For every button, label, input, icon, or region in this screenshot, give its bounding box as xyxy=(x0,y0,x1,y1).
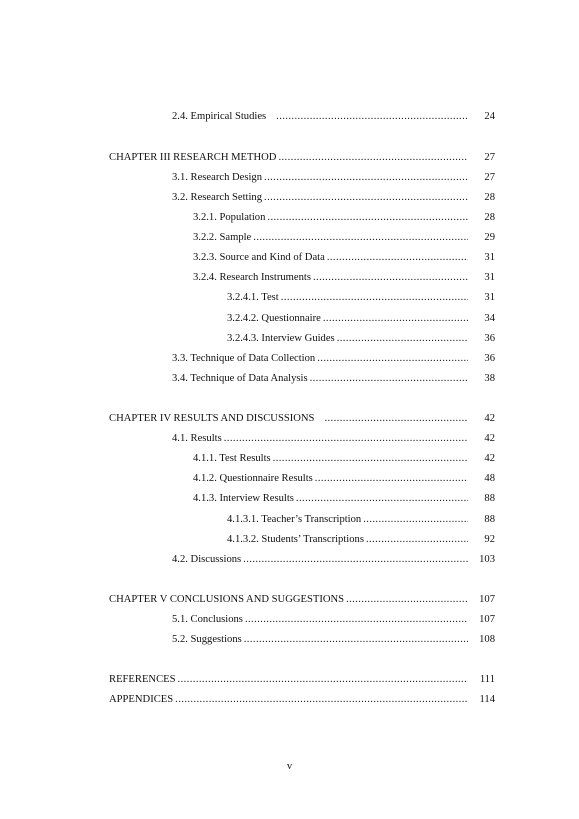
toc-entry xyxy=(193,271,468,285)
toc-entry xyxy=(227,513,468,527)
toc-entry-page: 114 xyxy=(479,694,495,705)
toc-entry-page: 111 xyxy=(479,674,495,685)
dot-leader xyxy=(224,432,468,446)
toc-entry-page: 36 xyxy=(484,333,495,344)
toc-entry-title: 3.2.1. Population xyxy=(193,212,266,223)
toc-entry xyxy=(172,191,468,205)
toc-entry-page: 103 xyxy=(479,554,495,565)
toc-entry xyxy=(172,432,468,446)
toc-entry xyxy=(193,231,468,245)
toc-entry-page: 38 xyxy=(484,373,495,384)
toc-entry-title: 3.2.4.1. Test xyxy=(227,292,279,303)
toc-entry xyxy=(172,613,468,627)
toc-entry-title: CHAPTER IV RESULTS AND DISCUSSIONS xyxy=(109,413,315,424)
toc-entry-page: 92 xyxy=(484,534,495,545)
toc-entry-page: 27 xyxy=(484,152,495,163)
toc-entry-page: 29 xyxy=(484,232,495,243)
toc-entry-title: CHAPTER V CONCLUSIONS AND SUGGESTIONS xyxy=(109,594,345,605)
toc-entry-title: 3.2.4. Research Instruments xyxy=(193,272,311,283)
toc-entry-page: 108 xyxy=(479,634,495,645)
toc-entry xyxy=(227,332,468,346)
toc-entry-title: 3.2.4.3. Interview Guides xyxy=(227,333,335,344)
toc-entry xyxy=(109,151,468,165)
toc-entry-page: 28 xyxy=(484,212,495,223)
toc-entry-title: 3.2.3. Source and Kind of Data xyxy=(193,252,325,263)
toc-entry xyxy=(172,171,468,185)
toc-entry-page: 31 xyxy=(484,272,495,283)
dot-leader xyxy=(276,110,468,124)
dot-leader xyxy=(363,513,468,527)
toc-entry-page: 42 xyxy=(484,433,495,444)
toc-entry-page: 107 xyxy=(479,614,495,625)
dot-leader xyxy=(253,231,468,245)
toc-entry-page: 107 xyxy=(479,594,495,605)
toc-entry-title: 4.1.3.2. Students’ Transcriptions xyxy=(227,534,364,545)
page-number: v xyxy=(286,761,293,772)
toc-entry-page: 42 xyxy=(484,413,495,424)
toc-entry xyxy=(172,110,468,124)
toc-entry-title: 3.4. Technique of Data Analysis xyxy=(172,373,308,384)
toc-entry-page: 34 xyxy=(484,313,495,324)
toc-entry-title: 5.2. Suggestions xyxy=(172,634,242,645)
toc-entry-title: 2.4. Empirical Studies xyxy=(172,111,267,122)
toc-entry-page: 24 xyxy=(484,111,495,122)
dot-leader xyxy=(243,553,468,567)
toc-entry-page: 36 xyxy=(484,353,495,364)
toc-entry-title: 3.1. Research Design xyxy=(172,172,263,183)
toc-entry-title: REFERENCES xyxy=(109,674,176,685)
toc-entry xyxy=(227,533,468,547)
toc-entry-page: 31 xyxy=(484,292,495,303)
toc-entry-page: 28 xyxy=(484,192,495,203)
toc-entry xyxy=(227,312,468,326)
dot-leader xyxy=(278,151,468,165)
toc-entry-title: 3.2. Research Setting xyxy=(172,192,263,203)
toc-entry-title: 3.2.4.2. Questionnaire xyxy=(227,313,321,324)
toc-entry-title: 5.1. Conclusions xyxy=(172,614,243,625)
toc-entry-title: 4.1. Results xyxy=(172,433,222,444)
toc-entry-title: CHAPTER III RESEARCH METHOD xyxy=(109,152,277,163)
toc-entry xyxy=(172,633,468,647)
dot-leader xyxy=(317,352,468,366)
dot-leader xyxy=(281,291,468,305)
dot-leader xyxy=(313,271,468,285)
dot-leader xyxy=(337,332,468,346)
toc-entry xyxy=(193,472,468,486)
toc-entry xyxy=(227,291,468,305)
toc-entry xyxy=(109,412,468,426)
toc-entry-page: 48 xyxy=(484,473,495,484)
toc-entry-title: 4.1.3. Interview Results xyxy=(193,493,294,504)
toc-entry-title: 4.1.1. Test Results xyxy=(193,453,271,464)
dot-leader xyxy=(267,211,468,225)
toc-entry-title: 4.1.2. Questionnaire Results xyxy=(193,473,313,484)
toc-entry-page: 31 xyxy=(484,252,495,263)
dot-leader xyxy=(244,633,468,647)
toc-entry xyxy=(193,452,468,466)
toc-entry-page: 88 xyxy=(484,493,495,504)
toc-entry xyxy=(172,372,468,386)
toc-entry xyxy=(109,593,468,607)
toc-entry-title: 4.1.3.1. Teacher’s Transcription xyxy=(227,514,362,525)
toc-entry xyxy=(172,553,468,567)
toc-entry-title: 3.2.2. Sample xyxy=(193,232,252,243)
toc-entry-title: APPENDICES xyxy=(109,694,174,705)
dot-leader xyxy=(324,412,468,426)
toc-entry xyxy=(109,673,468,687)
dot-leader xyxy=(327,251,468,265)
toc-entry-page: 42 xyxy=(484,453,495,464)
toc-entry xyxy=(193,492,468,506)
toc-entry xyxy=(193,251,468,265)
dot-leader xyxy=(323,312,468,326)
dot-leader xyxy=(175,693,468,707)
dot-leader xyxy=(366,533,468,547)
dot-leader xyxy=(315,472,468,486)
toc-entry-title: 3.3. Technique of Data Collection xyxy=(172,353,316,364)
dot-leader xyxy=(346,593,468,607)
toc-entry-page: 27 xyxy=(484,172,495,183)
dot-leader xyxy=(273,452,468,466)
toc-entry-page: 88 xyxy=(484,514,495,525)
dot-leader xyxy=(264,171,468,185)
toc-entry xyxy=(193,211,468,225)
toc-entry xyxy=(109,693,468,707)
dot-leader xyxy=(264,191,468,205)
toc-entry xyxy=(172,352,468,366)
dot-leader xyxy=(178,673,468,687)
toc-entry-title: 4.2. Discussions xyxy=(172,554,242,565)
dot-leader xyxy=(310,372,468,386)
dot-leader xyxy=(245,613,468,627)
dot-leader xyxy=(296,492,468,506)
